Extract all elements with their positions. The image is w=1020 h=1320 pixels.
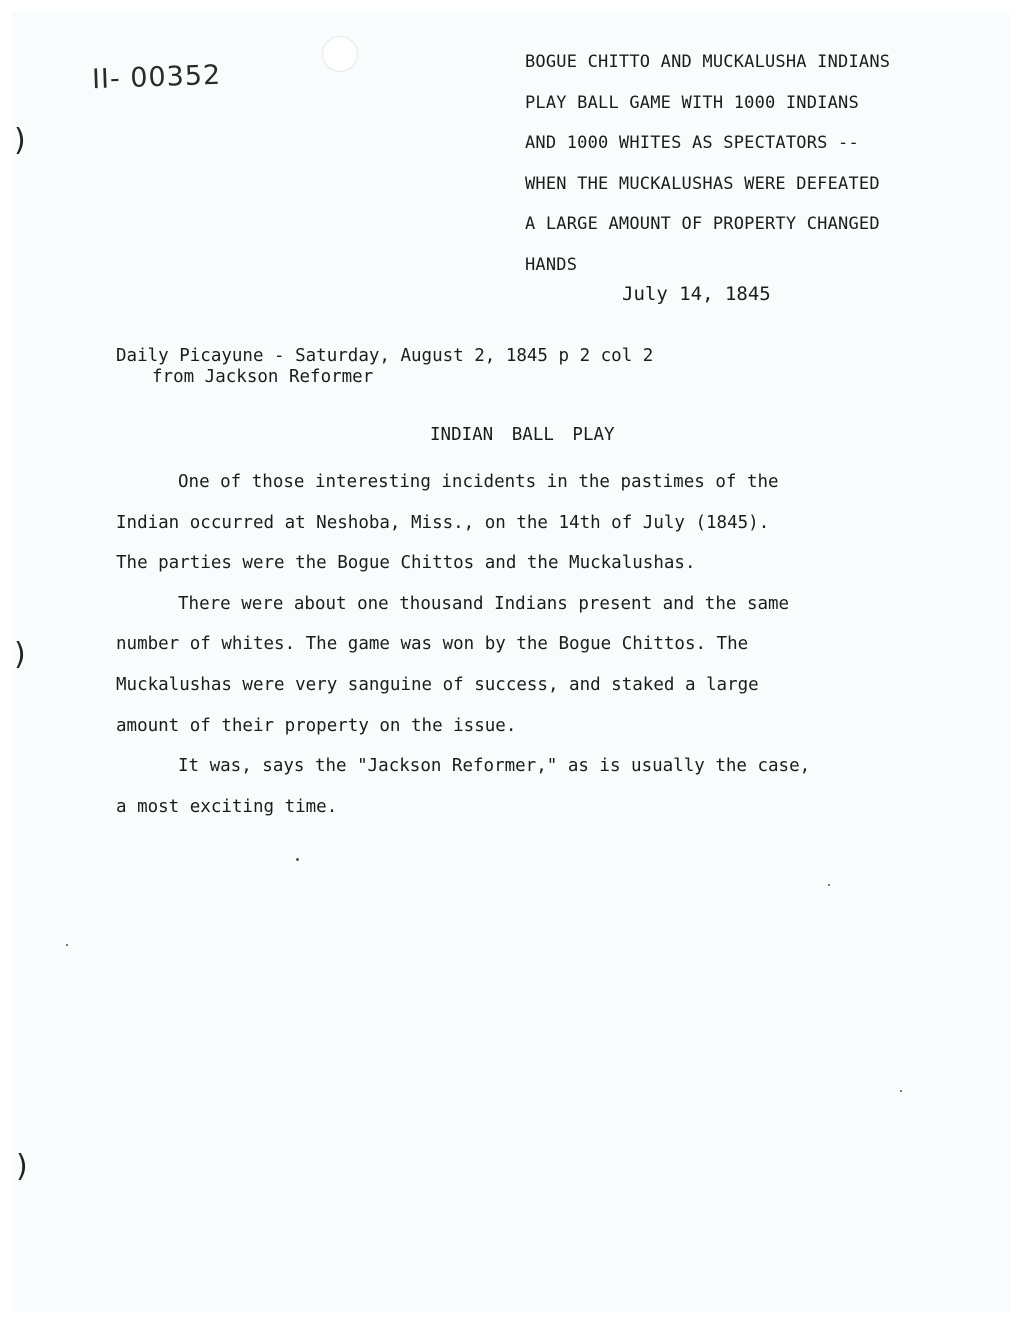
paper-speck (66, 944, 68, 946)
source-citation (116, 346, 653, 388)
headline-line: HANDS (525, 254, 578, 275)
binder-hole-mark-icon: ) (14, 123, 26, 158)
body-line: a most exciting time. (116, 796, 338, 817)
body-line: There were about one thousand Indians present and the same (178, 593, 790, 614)
archive-stamp: II- 00352 (91, 59, 222, 96)
body-line: amount of their property on the issue. (116, 715, 517, 736)
source-line-1: Daily Picayune - Saturday, August 2, 1845 p 2 col 2 (116, 346, 654, 366)
paper-speck (900, 1090, 902, 1092)
headline-line: A LARGE AMOUNT OF PROPERTY CHANGED (525, 214, 880, 234)
body-line: Indian occurred at Neshoba, Miss., on the 14th of July (1845). (116, 512, 770, 533)
paper-speck (296, 858, 299, 861)
body-line: number of whites. The game was won by the Bogue Chittos. The (116, 634, 749, 655)
article-title: INDIAN BALL PLAY (430, 425, 615, 445)
headline-line: PLAY BALL GAME WITH 1000 INDIANS (525, 92, 859, 113)
body-line: One of those interesting incidents in the pastimes of the (178, 472, 779, 492)
body-line: It was, says the "Jackson Reformer," as is usually the case, (178, 756, 811, 777)
paper-speck (828, 884, 830, 886)
binder-hole-mark-icon: ) (16, 1149, 28, 1184)
article-body (116, 462, 916, 827)
headline-line: WHEN THE MUCKALUSHAS WERE DEFEATED (525, 173, 880, 194)
punch-hole (322, 36, 358, 72)
event-date: July 14, 1845 (622, 283, 771, 305)
headline-line: BOGUE CHITTO AND MUCKALUSHA INDIANS (525, 52, 891, 72)
body-line: The parties were the Bogue Chittos and the Muckalushas. (116, 553, 696, 574)
body-line: Muckalushas were very sanguine of success, and staked a large (116, 674, 759, 695)
headline-line: AND 1000 WHITES AS SPECTATORS -- (525, 133, 859, 153)
headline-block (525, 42, 995, 285)
binder-hole-mark-icon: ) (14, 637, 26, 672)
source-line-2: from Jackson Reformer (152, 367, 374, 387)
